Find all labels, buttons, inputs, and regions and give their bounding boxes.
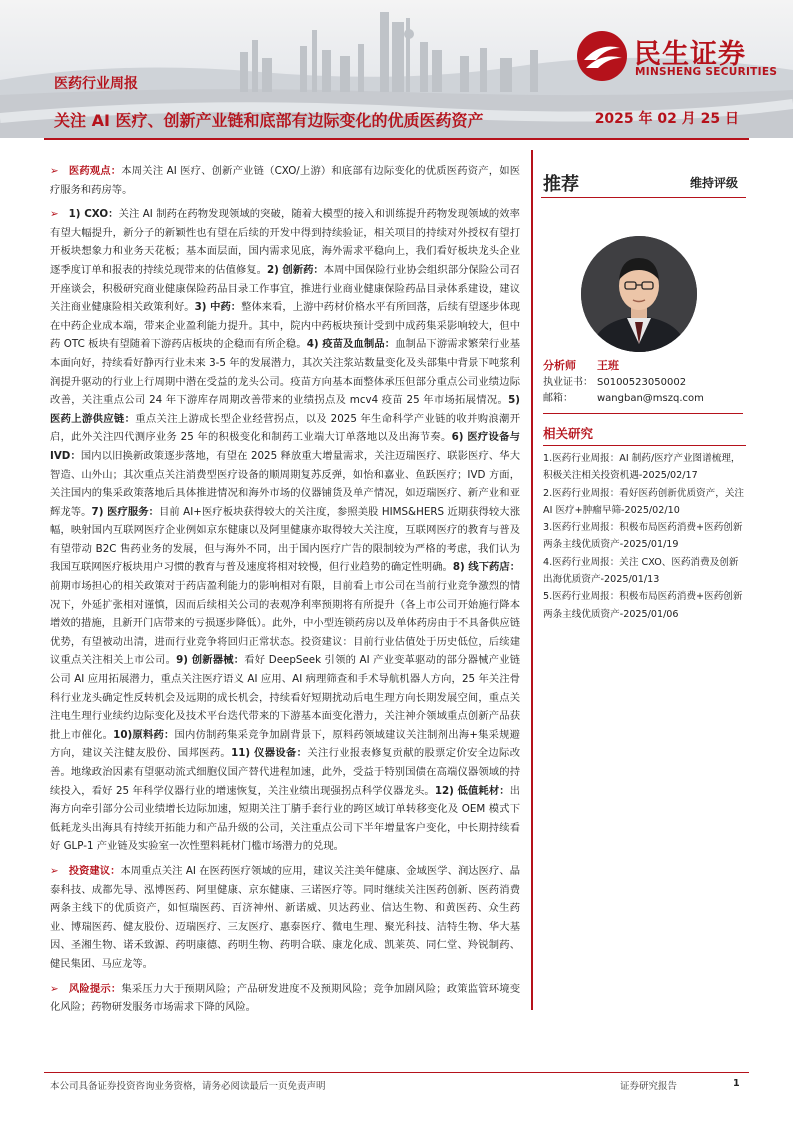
cxo-label: 1) CXO： [68,208,119,221]
footer-report-label: 证券研究报告 [620,1081,678,1092]
investment-advice-lead: 投资建议： [68,864,121,877]
related-research-item[interactable]: 2.医药行业周报：看好医药创新优质资产，关注 AI 医疗+肿瘤早筛-2025/02/10 [543,487,745,516]
viewpoint-text: 本周关注 AI 医疗、创新产业链（CXO/上游）和底部有边际变化的优质医药资产，如医疗服务和药房等。 [50,165,520,196]
innovative-drug-label: 2) 创新药： [266,263,324,276]
main-content [50,162,520,1023]
analyst-info [543,358,743,414]
report-date: 2025 年 02 月 25 日 [594,111,739,127]
viewpoint-lead: 医药观点： [68,165,122,177]
device-ivd-text: 国内以旧换新政策逐步落地，有望在 2025 释放重大增量需求，关注迈瑞医疗、联影医疗、华大智造、山外山；其次重点关注消费型医疗设备的顺周期复苏反弹，如怡和嘉业、鱼跃医疗；IVD 方面，关注国内的集采政策落地后具体推进情况和海外市场的仪器铺货及单产情况，如迈瑞医疗、新产业和亚辉龙等。 [50,449,520,518]
minsheng-logo-icon [576,30,628,82]
consumables-label: 12) 低值耗材： [434,784,510,797]
report-header [0,0,793,138]
analyst-cert-label: 执业证书： [543,377,593,388]
analyst-portrait-image [581,236,697,352]
instrument-text: 关注行业报表修复贡献的股票定价安全边际改善。地缘政治因素有望驱动流式细胞仪国产替代进程加速，此外，受益于特别国债在高端仪器领域的持续投入，看好 25 年科学仪器行业的增速恢复，关注业绩出现强拐点科学仪器龙头。 [50,747,521,797]
logo-text-en: MINSHENG SECURITIES [635,66,778,78]
risk-warning-text: 集采压力大于预期风险；产品研发进度不及预期风险；竞争加剧风险；政策监管环境变化风险；药物研发服务市场需求下降的风险。 [50,982,521,1014]
analyst-name-row [543,358,743,375]
innovative-device-label: 9) 创新器械： [176,654,245,667]
innovative-device-text: 看好 DeepSeek 引领的 AI 产业变革驱动的部分器械产业链公司 AI 应用拓展潜力，重点关注医疗语义 AI 应用、AI 病理筛查和手术导航机器人方向，25 年关注骨科行业龙头确定性反转机会及远期的成长机会，持续看好短期扰动后电生理方向长期发展空间，重点关注电生理行业续约边际变化及技术平台迭代带来的下游基本面变化潜力，关注神介领域重点创新产品获批上市催化。 [50,654,520,741]
bullet-arrow-icon: ➢ [50,208,59,221]
analyst-email-label: 邮箱： [543,393,573,404]
pharmacy-label: 8) 线下药店： [452,561,520,574]
vaccine-label: 4) 疫苗及血制品： [306,338,396,351]
related-research-item[interactable]: 5.医药行业周报：积极布局医药消费+医药创新两条主线优质资产-2025/01/06 [543,591,743,620]
instrument-label: 11) 仪器设备： [231,747,308,760]
rating-row [541,162,746,198]
analyst-cert: S0100523050002 [597,377,687,388]
related-research-title: 相关研究 [543,424,746,446]
analyst-photo [581,236,697,352]
page-number: 1 [733,1078,740,1089]
header-divider [44,138,749,140]
report-type: 医药行业周报 [54,76,138,92]
medical-service-text: 目前 AI+医疗板块获得较大的关注度，参照美股 HIMS&HERS 近期获得较大涨幅，映射国内互联网医疗企业例如京东健康以及阿里健康亦取得较大关注度，互联网医疗的教育与普及有望带动 B2C 售药业务的发展，但与海外不同，出于国内医疗广告的限制较为严格的考虑，我们认为我国互联网医疗板块用户习惯的教育与普及速度将相对较慢，但行业趋势的确定性明确。 [50,505,520,574]
analyst-email-row [543,391,743,407]
device-ivd-label: 6) 医疗设备与 IVD： [50,431,520,462]
vaccine-text: 血制品下游需求繁荣行业基本面向好，持续看好静丙行业未来 3-5 年的发展潜力，其次关注浆站数量变化及头部集中背景下吨浆利润提升驱动的行业上行周期中潜在受益的龙头公司。疫苗方向基本面整体承压但部分重点公司业绩边际改善，关注重点公司 24 年下游库存周期改善带来的业绩拐点及 mcv4 疫苗 25 年市场拓展情况。 [50,338,521,407]
investment-advice-paragraph [50,862,520,974]
tcm-text: 整体来看，上游中药材价格水平有所回落，后续有望逐步体现在中药企业成本端，带来企业盈利能力提升。其中，院内中药板块预计受到中成药集采影响较大，但中药 OTC 板块有望随着下游药店板块的企稳而有所企稳。 [50,301,520,351]
upstream-text: 重点关注上游成长型企业经营拐点，以及 2025 年生命科学产业链的收并购浪潮开启，此外关注四代测序业务 25 年的积极变化和制药工业端大订单落地以及出海节奏。 [50,412,521,444]
risk-warning-lead: 风险提示： [68,982,122,995]
analyst-email[interactable]: wangban@mszq.com [597,393,704,404]
medical-service-label: 7) 医疗服务： [91,505,160,518]
bullet-arrow-icon: ➢ [50,864,59,877]
api-label: 10)原料药： [113,728,175,741]
footer-divider [44,1072,749,1073]
related-research [543,424,746,623]
rating-note: 维持评级 [689,176,738,190]
rating-label: 推荐 [543,174,579,195]
logo-text-cn: 民生证券 [634,39,746,70]
pharmacy-text: 前期市场担心的相关政策对于药店盈利能力的影响相对有限，目前看上市公司在当前行业竞争激烈的情况下，外延扩张相对谨慎，因而后续相关公司的表观净利率预期将有所提升（各上市公司开始施行降本增效的措施，且新开门店带来的亏损逐步降低）。此外，中小型连锁药房以及单体药房由于不具备供应链优势，有望被动出清，进而行业竞争将回归正常状态。投资建议：目前行业估值处于历史低位，后续建议重点关注相关上市公司。 [50,580,520,667]
bullet-arrow-icon: ➢ [50,982,59,995]
related-research-item[interactable]: 1.医药行业周报：AI 制药/医疗产业图谱梳理，积极关注相关投资机遇-2025/02/17 [543,453,741,482]
api-text: 国内仿制药集采竞争加剧背景下，原料药领域建议关注制剂出海+集采规避方向，建议关注健友股份、国邦医药。 [50,728,520,760]
analyst-cert-row [543,375,743,391]
related-research-item[interactable]: 4.医药行业周报：关注 CXO、医药消费及创新出海优质资产-2025/01/13 [543,556,739,586]
investment-advice-text: 本周重点关注 AI 在医药医疗领域的应用，建议关注美年健康、金域医学、润达医疗、晶泰科技、成都先导、泓博医药、阿里健康、京东健康、三诺医疗等。同时继续关注医药创新、医药消费两条主线下的优质资产，如恒瑞医药、百济神州、新诺威、贝达药业、信达生物、和黄医药、众生药业、博瑞医药、健友股份、迈瑞医疗、三友医疗、惠泰医疗、微电生理、聚光科技、洁特生物、华大基因、圣湘生物、诺禾致源、药明康德、药明生物、药明合联、康龙化成、凯莱英、同仁堂、羚锐制药、健民集团、马应龙等。 [50,864,520,970]
related-research-item[interactable]: 3.医药行业周报：积极布局医药消费+医药创新两条主线优质资产-2025/01/19 [543,522,743,551]
risk-warning-paragraph [50,980,520,1017]
cxo-text: 关注 AI 制药在药物发现领域的突破，随着大模型的接入和训练提升药物发现领域的效率有望大幅提升，新分子的新颖性也有望在后续的开发中得到持续验证，相关项目的持续对外授权有望打开板块想象力和业务天花板；基本面层面，国内需求见底，海外需求平稳向上，我们看好板块龙头企业逐季度订单和报表的持续兑现带来的估值修复。 [50,208,520,276]
sidebar [541,162,746,620]
upstream-label: 5) 医药上游供应链： [50,394,520,425]
bullet-arrow-icon: ➢ [50,165,59,177]
tcm-label: 3) 中药： [194,301,242,314]
analyst-role-label: 分析师 [543,359,576,372]
report-title: 关注 AI 医疗、创新产业链和底部有边际变化的优质医药资产 [54,111,484,130]
innovative-drug-text: 本周中国保险行业协会组织部分保险公司召开座谈会，积极研究商业健康保险药品目录工作事宜，推进行业商业健康保险药品目录体系建设，建议关注商业健康险相关政策利好。 [50,263,520,314]
column-divider [531,150,533,1010]
sector-analysis-paragraph [50,205,520,856]
analyst-name: 王班 [597,359,619,372]
footer-disclaimer: 本公司具备证券投资咨询业务资格，请务必阅读最后一页免责声明 [50,1081,326,1092]
minsheng-logo [576,30,776,80]
viewpoint-paragraph [50,162,520,199]
consumables-text: 出海方向牵引部分公司业绩增长边际加速，短期关注丁腈手套行业的跨区域订单转移变化及 OEM 模式下低耗龙头出海具有持续开拓能力和产品升级的公司，关注重点公司下半年增量客户变化，中长期持续看好 GLP-1 产业链及实验室一次性塑料耗材门槛市场潜力的兑现。 [50,784,520,853]
